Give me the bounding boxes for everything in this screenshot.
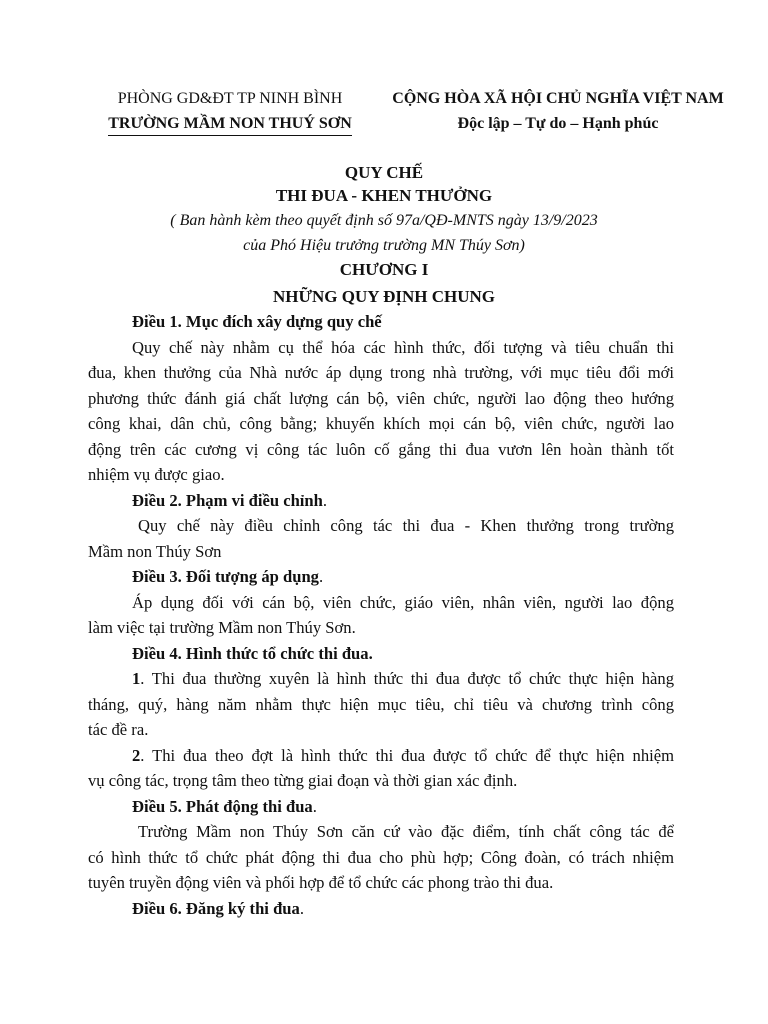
article-6-heading-text: Điều 6. Đăng ký thi đua <box>132 898 300 918</box>
article-1-line: động trên các cương vị công tác luôn cố gắng thi đua vươn lên hoàn thành tốt <box>88 439 674 459</box>
item-text: . Thi đua theo đợt là hình thức thi đua được tổ chức để thực hiện nhiệm <box>140 745 674 765</box>
item-number: 2 <box>132 745 141 765</box>
article-1-line: Quy chế này nhằm cụ thể hóa các hình thức, đối tượng và tiêu chuẩn thi <box>132 337 674 357</box>
article-5-line: Trường Mầm non Thúy Sơn căn cứ vào đặc điểm, tính chất công tác để <box>138 822 674 841</box>
article-5-heading <box>88 794 674 820</box>
article-1-line: phương thức đánh giá chất lượng cán bộ, viên chức, người lao động theo hướng <box>88 388 674 408</box>
article-5-line: tuyên truyền động viên và phối hợp để tổ chức các phong trào thi đua. <box>88 873 554 892</box>
article-4-item-1 <box>88 666 674 692</box>
article-2-line: Mầm non Thúy Sơn <box>88 541 222 561</box>
heading-period: . <box>322 490 328 510</box>
heading-period: . <box>312 796 317 816</box>
article-4-heading: Điều 4. Hình thức tổ chức thi đua. <box>132 643 373 663</box>
item-number: 1 <box>132 669 141 688</box>
article-2-line: Quy chế này điều chỉnh công tác thi đua - Khen thưởng trong trường <box>138 516 674 535</box>
chapter-title: NHỮNG QUY ĐỊNH CHUNG <box>272 287 496 306</box>
article-5-heading-text: Điều 5. Phát động thi đua <box>132 796 313 816</box>
school-name: TRƯỜNG MẦM NON THUÝ SƠN <box>108 113 352 136</box>
article-1-line: đua, khen thưởng của Nhà nước áp dụng trong nhà trường, với mục tiêu đổi mới <box>88 363 674 382</box>
article-4-item-2 <box>88 743 674 769</box>
decision-reference-line2: của Phó Hiệu trưởng trường MN Thúy Sơn) <box>243 237 525 254</box>
document-subject: THI ĐUA - KHEN THƯỞNG <box>275 186 493 205</box>
item-text: . Thi đua thường xuyên là hình thức thi đua được tổ chức thực hiện hàng <box>140 669 674 688</box>
chapter-number: CHƯƠNG I <box>339 260 429 279</box>
article-1-line: nhiệm vụ được giao. <box>88 465 225 484</box>
national-motto: Độc lập – Tự do – Hạnh phúc <box>457 115 659 132</box>
country-name: CỘNG HÒA XÃ HỘI CHỦ NGHĨA VIỆT NAM <box>392 90 724 107</box>
article-4-line: tác đề ra. <box>88 720 149 739</box>
article-3-heading <box>88 564 674 590</box>
article-1-heading: Điều 1. Mục đích xây dựng quy chế <box>132 312 382 331</box>
article-2-heading <box>88 488 674 514</box>
article-4-line: tháng, quý, hàng năm nhằm thực hiện mục tiêu, chỉ tiêu và chương trình công <box>88 694 674 714</box>
heading-period: . <box>318 567 324 586</box>
document-title: QUY CHẾ <box>344 163 424 182</box>
article-4-line: vụ công tác, trọng tâm theo từng giai đoạn và thời gian xác định. <box>88 771 518 790</box>
article-5-line: có hình thức tổ chức phát động thi đua cho phù hợp; Công đoàn, có trách nhiệm <box>88 847 674 867</box>
heading-period: . <box>299 898 304 918</box>
article-2-heading-text: Điều 2. Phạm vi điều chỉnh <box>132 490 323 510</box>
article-6-heading <box>88 896 674 922</box>
issuing-agency-block <box>100 86 360 136</box>
department-name: PHÒNG GD&ĐT TP NINH BÌNH <box>117 90 343 107</box>
article-3-line: làm việc tại trường Mầm non Thúy Sơn. <box>88 618 356 637</box>
decision-reference-line1: ( Ban hành kèm theo quyết định số 97a/QĐ-MNTS ngày 13/9/2023 <box>170 212 598 229</box>
article-3-heading-text: Điều 3. Đối tượng áp dụng <box>132 567 319 586</box>
article-1-line: công khai, dân chủ, công bằng; khuyến khích mọi cán bộ, viên chức, người lao <box>88 414 674 433</box>
article-3-line: Áp dụng đối với cán bộ, viên chức, giáo viên, nhân viên, người lao động <box>132 592 674 612</box>
national-motto-block <box>383 86 733 136</box>
document-body <box>88 309 674 921</box>
